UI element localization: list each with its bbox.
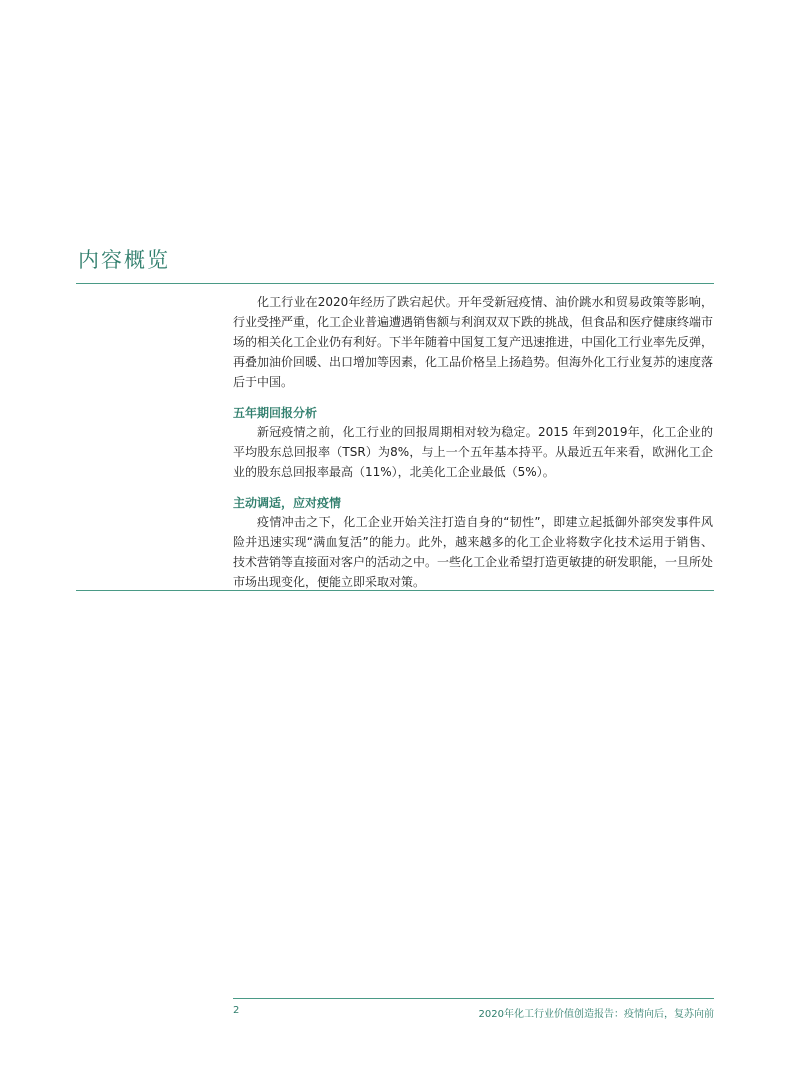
section-heading-returns: 五年期回报分析 xyxy=(233,406,318,420)
section-body-adaptation: 疫情冲击之下，化工企业开始关注打造自身的“韧性”，即建立起抵御外部突发事件风险并迅速实现“满血复活”的能力。此外，越来越多的化工企业将数字化技术运用于销售、技术营销等直接面对客户的活动之中。一些化工企业希望打造更敏捷的研发职能，一旦所处市场出现变化，便能立即采取对策。 xyxy=(233,515,714,589)
summary-content xyxy=(233,292,713,592)
footer-divider xyxy=(233,998,714,999)
intro-paragraph: 化工行业在2020年经历了跌宕起伏。开年受新冠疫情、油价跳水和贸易政策等影响，行业受挫严重，化工企业普遍遭遇销售额与利润双双下跌的挑战，但食品和医疗健康终端市场的相关化工企业仍有利好。下半年随着中国复工复产迅速推进，中国化工行业率先反弹，再叠加油价回暖、出口增加等因素，化工品价格呈上扬趋势。但海外化工行业复苏的速度落后于中国。 xyxy=(233,295,714,389)
footer-report-title: 2020年化工行业价值创造报告：疫情向后，复苏向前 xyxy=(478,1009,714,1020)
section-heading-adaptation: 主动调适，应对疫情 xyxy=(233,496,342,510)
section-body-returns: 新冠疫情之前，化工行业的回报周期相对较为稳定。2015 年到2019年，化工企业的平均股东总回报率（TSR）为8%，与上一个五年基本持平。从最近五年来看，欧洲化工企业的股东总回报率最高（11%），北美化工企业最低（5%）。 xyxy=(233,425,713,479)
section-title: 内容概览 xyxy=(78,248,170,272)
page-number: 2 xyxy=(233,1005,240,1016)
top-divider xyxy=(76,283,714,284)
bottom-divider xyxy=(76,590,714,591)
